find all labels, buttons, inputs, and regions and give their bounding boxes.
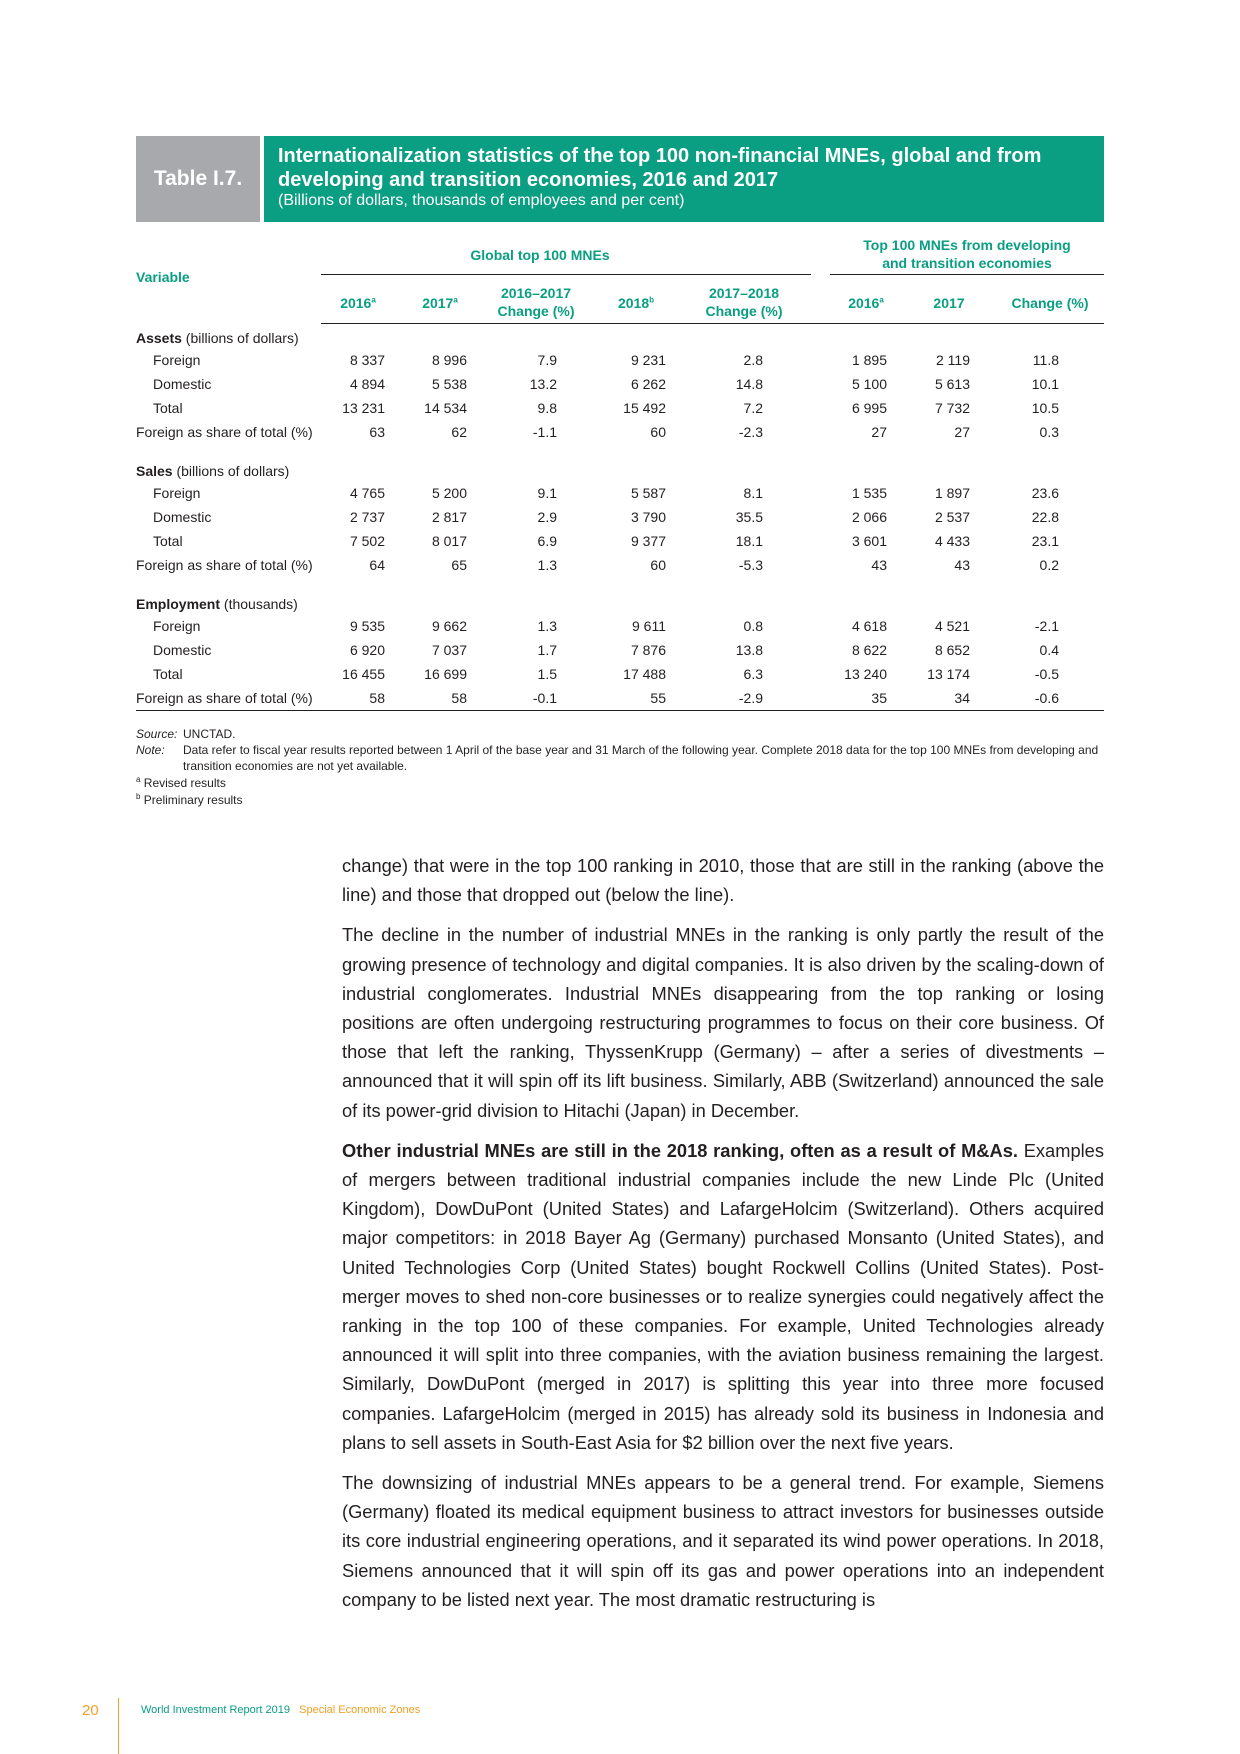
row-label: Total xyxy=(153,400,183,416)
section-heading: Sales (billions of dollars) xyxy=(136,463,290,479)
table-cell: 8 622 xyxy=(851,642,887,658)
table-cell: 27 xyxy=(954,424,970,440)
table-cell: 63 xyxy=(369,424,385,440)
table-row xyxy=(136,481,1104,505)
table-cell: 0.2 xyxy=(1039,557,1059,573)
table-cell: 9.1 xyxy=(537,485,557,501)
table-cell: 9 231 xyxy=(630,352,666,368)
table-row xyxy=(136,396,1104,420)
table-cell: 6 995 xyxy=(851,400,887,416)
developing-group-header-line2: and transition economies xyxy=(882,255,1052,271)
body-text xyxy=(342,851,1104,1625)
page-footer xyxy=(0,1690,1240,1754)
page-number: 20 xyxy=(82,1702,99,1719)
table-cell: 8.1 xyxy=(743,485,763,501)
row-label: Domestic xyxy=(153,642,212,658)
table-cell: 23.6 xyxy=(1031,485,1059,501)
table-cell: -5.3 xyxy=(738,557,763,573)
table-cell: 9 662 xyxy=(431,618,467,634)
table-cell: 58 xyxy=(451,690,467,706)
table-number: Table I.7. xyxy=(136,136,260,222)
row-label: Foreign xyxy=(153,352,201,368)
footnote-b: $^b$ Preliminary results xyxy=(136,792,243,807)
table-cell: -2.1 xyxy=(1034,618,1059,634)
table-cell: 7.2 xyxy=(743,400,763,416)
table-cell: -2.9 xyxy=(738,690,763,706)
table-cell: 3 790 xyxy=(630,509,666,525)
col-global-change-2016-2017: 2016–2017 Change (%) xyxy=(497,285,575,319)
col-global-2017: 2017$^a$ xyxy=(422,295,458,311)
col-dev-change: Change (%) xyxy=(1011,295,1089,311)
row-label: Foreign xyxy=(153,485,201,501)
global-group-rule xyxy=(321,274,811,275)
table-cell: 4 618 xyxy=(851,618,887,634)
table-cell: 5 538 xyxy=(431,376,467,392)
paragraph-3 xyxy=(342,1136,1104,1457)
table-cell: 64 xyxy=(369,557,385,573)
table-cell: 16 699 xyxy=(424,666,467,682)
table-cell: 22.8 xyxy=(1031,509,1059,525)
table-title-line1: Internationalization statistics of the top 100 non-financial MNEs, global and from xyxy=(278,145,1042,167)
col-dev-2017: 2017 xyxy=(933,295,965,311)
table-cell: 2.8 xyxy=(743,352,763,368)
table-cell: 16 455 xyxy=(342,666,385,682)
table-row xyxy=(136,553,1104,577)
table-cell: 9 535 xyxy=(349,618,385,634)
table-cell: 6 262 xyxy=(630,376,666,392)
col-global-2016: 2016$^a$ xyxy=(340,295,376,311)
table-cell: 11.8 xyxy=(1032,352,1059,368)
table-cell: 7 876 xyxy=(630,642,666,658)
footnote-a: $^a$ Revised results xyxy=(136,775,226,790)
table-cell: 7 502 xyxy=(349,533,385,549)
report-title: World Investment Report 2019 Special Economic Zones xyxy=(141,1704,421,1716)
table-cell: 14 534 xyxy=(424,400,467,416)
row-label: Total xyxy=(153,666,183,682)
table-row xyxy=(136,372,1104,396)
table-cell: 0.8 xyxy=(743,618,763,634)
table-cell: -2.3 xyxy=(738,424,763,440)
table-cell: 8 652 xyxy=(934,642,970,658)
table-cell: 2 817 xyxy=(431,509,467,525)
row-label: Foreign as share of total (%) xyxy=(136,690,313,706)
table-cell: 23.1 xyxy=(1031,533,1059,549)
paragraph-1: change) that were in the top 100 ranking in 2010, those that are still in the ranking (above the line) and those that dropped out (below the line). xyxy=(342,855,1104,906)
global-group-header: Global top 100 MNEs xyxy=(470,247,610,263)
table-row xyxy=(136,638,1104,662)
table-notes xyxy=(136,726,1104,808)
source-note: Source: UNCTAD. xyxy=(136,727,236,741)
table-cell: 58 xyxy=(369,690,385,706)
table-cell: 13 174 xyxy=(927,666,970,682)
table-cell: 35.5 xyxy=(735,509,763,525)
table-cell: 8 017 xyxy=(431,533,467,549)
table-body xyxy=(136,324,1104,710)
col-global-change-2017-2018: 2017–2018 Change (%) xyxy=(705,285,783,319)
table-cell: 8 337 xyxy=(349,352,385,368)
paragraph-3-lead: Other industrial MNEs are still in the 2018 ranking, often as a result of M&As. xyxy=(342,1139,1018,1161)
table-cell: 2 066 xyxy=(851,509,887,525)
table-cell: 13 231 xyxy=(342,400,385,416)
table-cell: 5 587 xyxy=(630,485,666,501)
table-cell: 62 xyxy=(451,424,467,440)
statistics-table xyxy=(136,232,1104,711)
table-cell: 9 611 xyxy=(632,618,666,634)
table-cell: 10.1 xyxy=(1031,376,1059,392)
table-title-box xyxy=(264,136,1104,222)
table-cell: 13.8 xyxy=(735,642,763,658)
row-label: Foreign xyxy=(153,618,201,634)
table-bottom-rule xyxy=(136,710,1104,711)
paragraph-2: The decline in the number of industrial MNEs in the ranking is only partly the result of the growing presence of technology and digital companies. It is also driven by the scaling-down of industrial conglomerates. Industrial MNEs disappearing from the top ranking or losing positions are often undergoing restructuring programmes to focus on their core business. Of those that left the ranking, ThyssenKrupp (Germany) – after a series of divestments – announced that it will spin off its lift business. Similarly, ABB (Switzerland) announced the sale of its power-grid division to Hitachi (Japan) in December. xyxy=(342,924,1104,1121)
table-cell: 4 521 xyxy=(934,618,970,634)
table-cell: 27 xyxy=(871,424,887,440)
table-cell: 1.7 xyxy=(537,642,557,658)
table-cell: 1 895 xyxy=(851,352,887,368)
col-global-2018: 2018$^b$ xyxy=(617,295,655,311)
table-cell: -1.1 xyxy=(532,424,557,440)
table-cell: 6.9 xyxy=(537,533,557,549)
table-row xyxy=(136,614,1104,638)
developing-group-header xyxy=(830,236,1104,272)
table-cell: 2.9 xyxy=(537,509,557,525)
table-cell: 10.5 xyxy=(1031,400,1059,416)
table-cell: 60 xyxy=(650,557,666,573)
developing-group-rule xyxy=(830,274,1104,275)
table-cell: 15 492 xyxy=(623,400,666,416)
table-cell: 35 xyxy=(871,690,887,706)
table-cell: 4 433 xyxy=(934,533,970,549)
table-cell: 6.3 xyxy=(743,666,763,682)
table-cell: 7 037 xyxy=(431,642,467,658)
table-subtitle: (Billions of dollars, thousands of employees and per cent) xyxy=(278,192,685,209)
section-heading: Employment (thousands) xyxy=(136,596,298,612)
table-cell: -0.6 xyxy=(1034,690,1059,706)
paragraph-4: The downsizing of industrial MNEs appears to be a general trend. For example, Siemens (Germany) floated its medical equipment business to attract investors for businesses outside its core industrial engineering operations, and it separated its wind power operations. In 2018, Siemens announced that it will spin off its gas and power operations into an independent company to be listed next year. The most dramatic restructuring is xyxy=(342,1472,1104,1610)
table-cell: 60 xyxy=(650,424,666,440)
table-title-line2: developing and transition economies, 2016 and 2017 xyxy=(278,169,779,191)
table-cell: 4 894 xyxy=(349,376,385,392)
row-label: Foreign as share of total (%) xyxy=(136,557,313,573)
table-cell: 1.5 xyxy=(537,666,557,682)
table-cell: 6 920 xyxy=(349,642,385,658)
table-cell: 8 996 xyxy=(431,352,467,368)
table-cell: 18.1 xyxy=(735,533,763,549)
section-heading: Assets (billions of dollars) xyxy=(136,330,299,346)
paragraph-3-rest: Examples of mergers between traditional industrial companies include the new Linde Plc (United Kingdom), DowDuPont (United States) and LafargeHolcim (Switzerland). Others acquired major competitors: in 2018 Bayer Ag (Germany) purchased Monsanto (United States), and United Technologies Corp (United States) bought Rockwell Collins (United States). Post-merger moves to shed non-core businesses or to realize synergies could negatively affect the ranking in the top 100 of these companies. For example, United Technologies already announced it will split into three companies, with the aviation business remaining the largest. Similarly, DowDuPont (merged in 2017) is splitting this year into three more focused companies. LafargeHolcim (merged in 2015) has already sold its business in Indonesia and plans to sell assets in South-East Asia for $2 billion over the next five years. xyxy=(342,1139,1104,1453)
table-cell: 4 765 xyxy=(349,485,385,501)
table-cell: 43 xyxy=(954,557,970,573)
table-cell: 55 xyxy=(650,690,666,706)
table-cell: 5 613 xyxy=(934,376,970,392)
table-header xyxy=(136,232,1104,324)
row-label: Domestic xyxy=(153,376,212,392)
table-cell: 5 100 xyxy=(851,376,887,392)
table-cell: 13 240 xyxy=(844,666,887,682)
table-row xyxy=(136,686,1104,710)
table-row xyxy=(136,505,1104,529)
variable-header: Variable xyxy=(136,269,190,285)
table-cell: 34 xyxy=(954,690,970,706)
table-cell: 1.3 xyxy=(537,618,557,634)
table-row xyxy=(136,529,1104,553)
table-caption xyxy=(136,136,1104,222)
table-cell: 2 119 xyxy=(936,352,970,368)
table-cell: 7.9 xyxy=(537,352,557,368)
table-cell: 1.3 xyxy=(537,557,557,573)
table-cell: 0.3 xyxy=(1039,424,1059,440)
table-row xyxy=(136,420,1104,444)
table-cell: 0.4 xyxy=(1039,642,1059,658)
table-cell: 65 xyxy=(451,557,467,573)
table-cell: 1 535 xyxy=(851,485,887,501)
table-cell: -0.5 xyxy=(1034,666,1059,682)
row-label: Total xyxy=(153,533,183,549)
table-cell: 5 200 xyxy=(431,485,467,501)
row-label: Foreign as share of total (%) xyxy=(136,424,313,440)
table-row xyxy=(136,348,1104,372)
table-cell: 17 488 xyxy=(623,666,666,682)
table-cell: 7 732 xyxy=(934,400,970,416)
row-label: Domestic xyxy=(153,509,212,525)
table-cell: 3 601 xyxy=(851,533,887,549)
col-dev-2016: 2016$^a$ xyxy=(848,295,884,311)
table-row xyxy=(136,662,1104,686)
table-cell: 13.2 xyxy=(529,376,557,392)
data-note: Note: Data refer to fiscal year results reported between 1 April of the base year and 31 March of the following year. Complete 2018 data for the top 100 MNEs from developing and transition economies are not yet available. xyxy=(136,743,1099,773)
table-cell: 9.8 xyxy=(537,400,557,416)
table-cell: 43 xyxy=(871,557,887,573)
table-cell: 9 377 xyxy=(630,533,666,549)
table-cell: 2 537 xyxy=(934,509,970,525)
table-cell: 1 897 xyxy=(934,485,970,501)
table-cell: 14.8 xyxy=(735,376,763,392)
footer-divider xyxy=(118,1698,119,1754)
developing-group-header-line1: Top 100 MNEs from developing xyxy=(863,237,1071,253)
table-cell: 2 737 xyxy=(349,509,385,525)
table-cell: -0.1 xyxy=(532,690,557,706)
